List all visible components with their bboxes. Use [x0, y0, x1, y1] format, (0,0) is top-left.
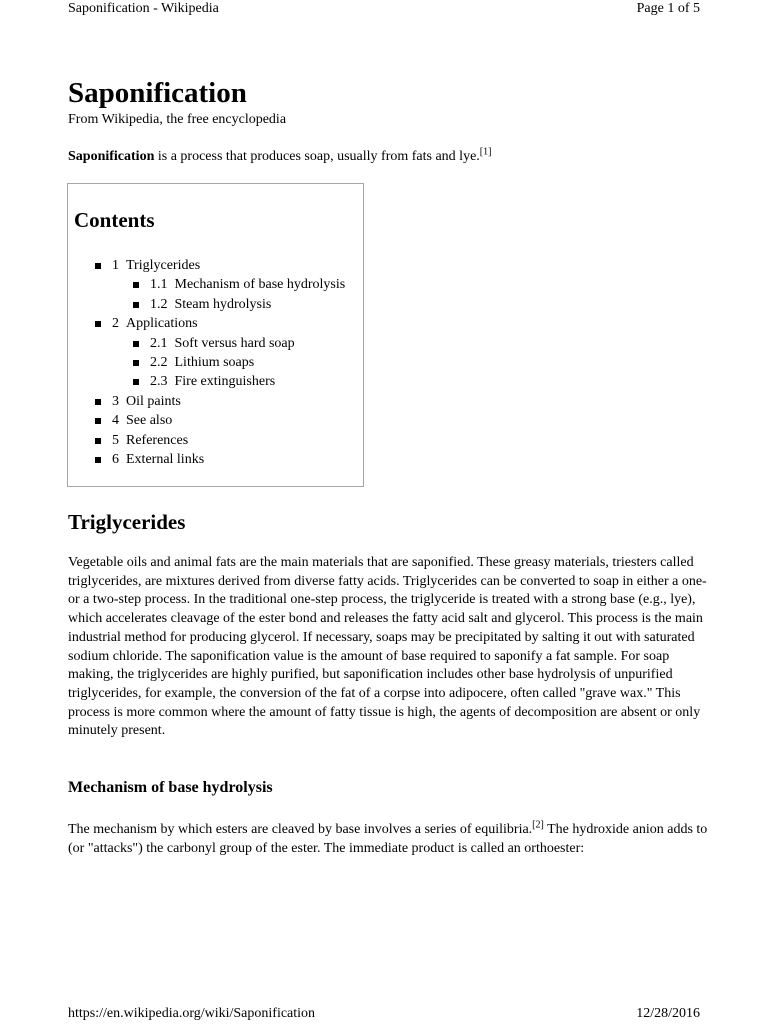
square-bullet-icon [133, 360, 139, 366]
triglycerides-paragraph: Vegetable oils and animal fats are the main materials that are saponified. These greasy materials, triesters called triglycerides, are mixtures derived from diverse fatty acids. Triglycerides can be converted to soap in either a one- or a two-step process. In the traditional one-step process, the triglyceride is treated with a strong base (e.g., lye), which accelerates cleavage of the ester bond and releases the fatty acid salt and glycerol. This process is the main industrial method for producing glycerol. If necessary, soaps may be precipitated by salting it out with saturated sodium chloride. The saponification value is the amount of base required to saponify a fat sample. For soap making, the triglycerides are highly purified, but saponification includes other base hydrolysis of unpurified triglycerides, for example, the conversion of the fat of a corpse into adipocere, often called "grave wax." This process is more common where the amount of fatty tissue is high, the agents of decomposition are absent or only minutely present. [68, 555, 707, 739]
square-bullet-icon [133, 302, 139, 308]
toc-item-label: Fire extinguishers [174, 374, 276, 390]
footer-url: https://en.wikipedia.org/wiki/Saponification [68, 1006, 316, 1021]
square-bullet-icon [133, 282, 139, 288]
toc-item[interactable] [68, 431, 345, 450]
toc-item-number: 2.3 [150, 374, 168, 390]
toc-item-label: Steam hydrolysis [174, 296, 272, 312]
mechanism-paragraph [68, 821, 708, 858]
intro-paragraph [68, 147, 708, 167]
table-of-contents [67, 183, 364, 487]
toc-title: Contents [74, 208, 155, 232]
toc-item[interactable] [68, 372, 345, 391]
toc-item[interactable] [68, 314, 345, 333]
toc-item[interactable] [68, 334, 345, 353]
toc-item-number: 2.1 [150, 335, 168, 351]
article-title: Saponification [68, 77, 247, 109]
mechanism-text-after-ref: The hydroxide anion adds to (or "attacks") the carbonyl group of the ester. The immediate product is called an orthoester: [68, 822, 708, 856]
article-tagline: From Wikipedia, the free encyclopedia [68, 112, 287, 127]
toc-item-number: 4 [112, 413, 119, 429]
square-bullet-icon [95, 399, 101, 405]
toc-item-number: 1.2 [150, 296, 168, 312]
header-page-indicator: Page 1 of 5 [636, 1, 700, 16]
toc-item-label: Soft versus hard soap [174, 335, 295, 351]
square-bullet-icon [95, 418, 101, 424]
toc-item[interactable] [68, 392, 345, 411]
print-header [68, 0, 700, 20]
toc-item-label: References [126, 432, 189, 448]
toc-item-label: Mechanism of base hydrolysis [174, 277, 346, 293]
square-bullet-icon [95, 457, 101, 463]
section-title-triglycerides: Triglycerides [68, 510, 186, 534]
toc-item-label: Triglycerides [126, 258, 201, 273]
toc-item-number: 5 [112, 432, 119, 448]
intro-term: Saponification [68, 149, 155, 164]
mechanism-reference-link[interactable]: [2] [532, 819, 544, 831]
subsection-title-mechanism: Mechanism of base hydrolysis [68, 779, 273, 796]
square-bullet-icon [133, 341, 139, 347]
toc-list [68, 256, 345, 469]
toc-item[interactable] [68, 275, 345, 294]
print-footer [68, 1005, 700, 1023]
toc-item-label: Lithium soaps [174, 354, 255, 370]
intro-text: is a process that produces soap, usually from fats and lye. [154, 149, 480, 164]
toc-item[interactable] [68, 256, 345, 275]
square-bullet-icon [95, 438, 101, 444]
mechanism-text-before-ref: The mechanism by which esters are cleaved by base involves a series of equilibria. [68, 822, 533, 837]
toc-item-number: 2.2 [150, 354, 168, 370]
toc-item-number: 2 [112, 316, 119, 332]
square-bullet-icon [95, 263, 101, 269]
footer-date: 12/28/2016 [636, 1006, 700, 1021]
toc-item[interactable] [68, 353, 345, 372]
toc-item-number: 6 [112, 451, 119, 467]
toc-item-label: Oil paints [126, 393, 181, 409]
toc-item[interactable] [68, 411, 345, 430]
toc-item[interactable] [68, 450, 345, 469]
intro-reference-link[interactable]: [1] [479, 146, 492, 158]
toc-item-label: See also [126, 413, 173, 429]
toc-item[interactable] [68, 295, 345, 314]
square-bullet-icon [133, 379, 139, 385]
toc-item-number: 3 [112, 393, 119, 409]
toc-item-label: External links [126, 451, 205, 467]
square-bullet-icon [95, 321, 101, 327]
toc-item-number: 1.1 [150, 277, 168, 293]
header-doc-title: Saponification - Wikipedia [68, 1, 219, 16]
toc-item-number: 1 [112, 258, 119, 273]
toc-item-label: Applications [126, 316, 198, 332]
